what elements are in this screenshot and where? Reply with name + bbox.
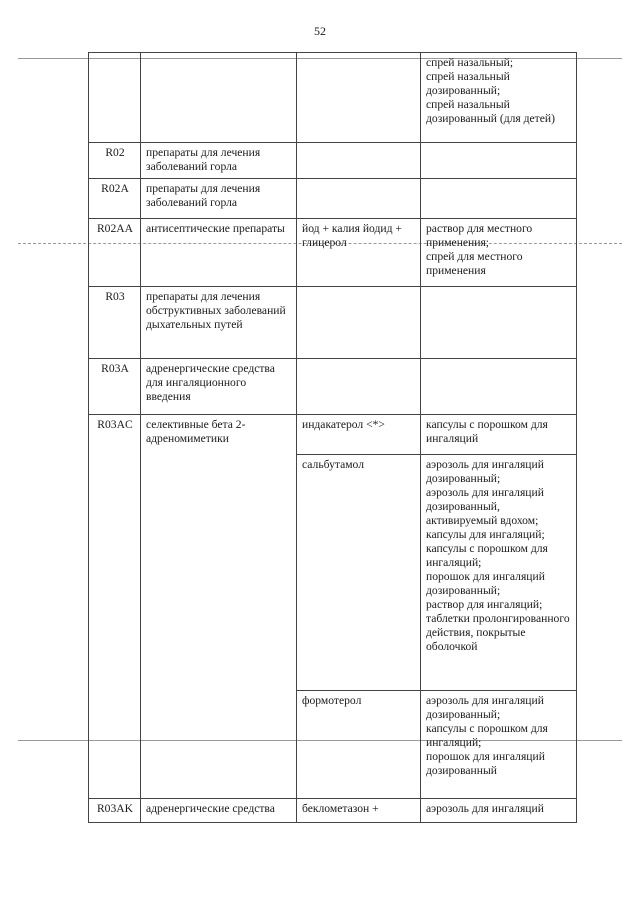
drug-cell: йод + калия йодид + глицерол [297, 219, 421, 287]
code-cell: R03 [89, 287, 141, 359]
form-line: порошок для ингаляций дозированный; [426, 570, 545, 597]
forms-cell [421, 455, 577, 691]
form-line: аэрозоль для ингаляций дозированный, активируемый вдохом; [426, 486, 544, 527]
forms-cell [421, 359, 577, 415]
drug-cell [297, 179, 421, 219]
group-name-cell: препараты для лечения обструктивных заболеваний дыхательных путей [141, 287, 297, 359]
group-name-cell: адренергические средства [141, 799, 297, 823]
drug-cell: беклометазон + [297, 799, 421, 823]
forms-cell [421, 219, 577, 287]
table-row [89, 799, 577, 823]
form-line: капсулы с порошком для ингаляций; [426, 722, 548, 749]
table-row [89, 359, 577, 415]
group-name-cell: препараты для лечения заболеваний горла [141, 179, 297, 219]
drug-cell [297, 53, 421, 143]
drug-cell [297, 287, 421, 359]
form-line: спрей назальный; [426, 56, 514, 69]
forms-cell [421, 287, 577, 359]
group-name-cell: антисептические препараты [141, 219, 297, 287]
form-line: порошок для ингаляций дозированный [426, 750, 545, 777]
form-line: капсулы для ингаляций; [426, 528, 545, 541]
drug-cell: сальбутамол [297, 455, 421, 691]
drug-cell: индакатерол <*> [297, 415, 421, 455]
drug-cell: формотерол [297, 691, 421, 799]
forms-cell [421, 799, 577, 823]
drug-cell [297, 143, 421, 179]
group-name-cell: адренергические средства для ингаляционного введения [141, 359, 297, 415]
form-line: спрей назальный дозированный (для детей) [426, 98, 555, 125]
drug-table [88, 52, 577, 823]
form-line: раствор для местного применения; [426, 222, 533, 249]
group-name-cell: селективные бета 2-адреномиметики [141, 415, 297, 799]
forms-cell [421, 415, 577, 455]
code-cell: R02 [89, 143, 141, 179]
table-row [89, 143, 577, 179]
code-cell: R03AC [89, 415, 141, 799]
form-line: аэрозоль для ингаляций дозированный; [426, 458, 544, 485]
table-row [89, 287, 577, 359]
forms-cell [421, 179, 577, 219]
form-line: таблетки пролонгированного действия, покрытые оболочкой [426, 612, 570, 653]
forms-cell [421, 691, 577, 799]
table-row [89, 219, 577, 287]
table-row [89, 415, 577, 455]
code-cell [89, 53, 141, 143]
form-line: спрей назальный дозированный; [426, 70, 510, 97]
form-line: раствор для ингаляций; [426, 598, 543, 611]
form-line: аэрозоль для ингаляций [426, 802, 544, 815]
form-line: капсулы с порошком для ингаляций [426, 418, 548, 445]
page-number: 52 [314, 24, 326, 38]
code-cell: R02A [89, 179, 141, 219]
table-row [89, 53, 577, 143]
group-name-cell [141, 53, 297, 143]
form-line: аэрозоль для ингаляций дозированный; [426, 694, 544, 721]
code-cell: R03AK [89, 799, 141, 823]
forms-cell [421, 53, 577, 143]
drug-cell [297, 359, 421, 415]
table-row [89, 179, 577, 219]
forms-cell [421, 143, 577, 179]
form-line: капсулы с порошком для ингаляций; [426, 542, 548, 569]
form-line: спрей для местного применения [426, 250, 523, 277]
group-name-cell: препараты для лечения заболеваний горла [141, 143, 297, 179]
code-cell: R02AA [89, 219, 141, 287]
code-cell: R03A [89, 359, 141, 415]
